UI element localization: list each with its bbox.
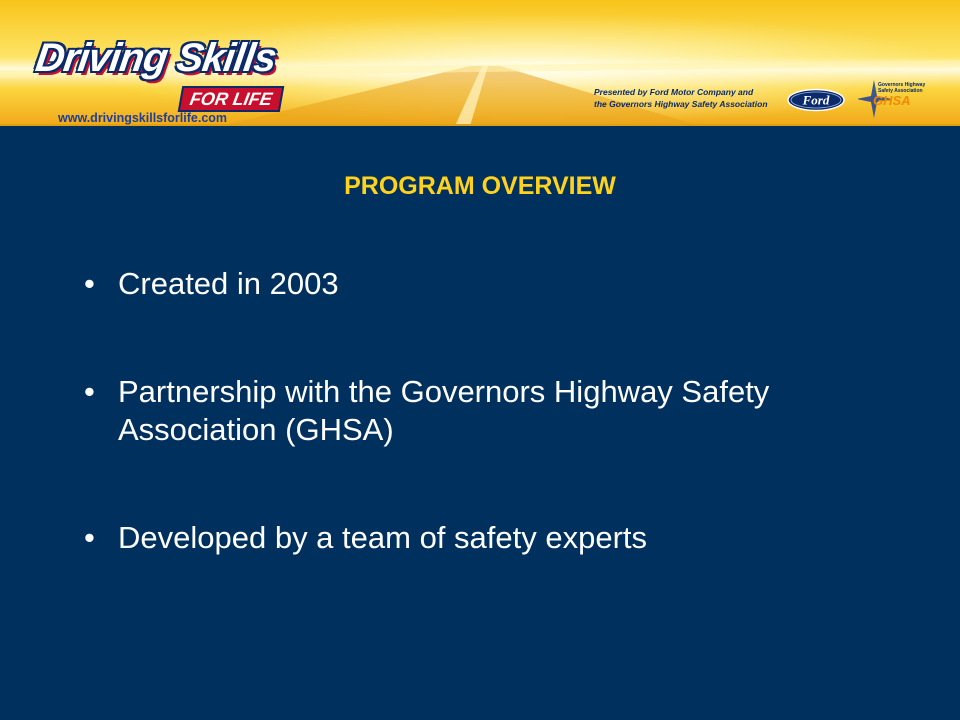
bullet-dot: • (84, 266, 95, 301)
ford-logo-text: Ford (802, 92, 830, 108)
bullet-dot: • (84, 520, 95, 555)
bullet-item (84, 373, 844, 449)
bullet-item (84, 519, 844, 557)
presented-by-text (594, 86, 784, 110)
bullet-text: Partnership with the Governors Highway Safety Association (GHSA) (118, 374, 770, 447)
bullet-list (84, 265, 844, 557)
presented-line-2: the Governors Highway Safety Association (594, 99, 768, 109)
slide-title: PROGRAM OVERVIEW (344, 172, 616, 200)
bullet-text: Created in 2003 (118, 266, 339, 301)
bullet-item (84, 265, 844, 303)
bullet-dot: • (84, 374, 95, 409)
website-link[interactable]: www.drivingskillsforlife.com (58, 111, 228, 125)
bullet-text: Developed by a team of safety experts (118, 520, 648, 555)
ghsa-logo-caption: Governors Highway Safety Association (878, 82, 926, 94)
header-banner (0, 0, 960, 126)
driving-skills-logo (30, 36, 302, 120)
ford-logo-icon (786, 88, 846, 112)
ghsa-logo-text: GHSA (873, 93, 911, 108)
logo-subtitle: FOR LIFE (178, 86, 285, 112)
presented-line-1: Presented by Ford Motor Company and (594, 87, 754, 97)
logo-title: Driving Skills (32, 36, 279, 80)
